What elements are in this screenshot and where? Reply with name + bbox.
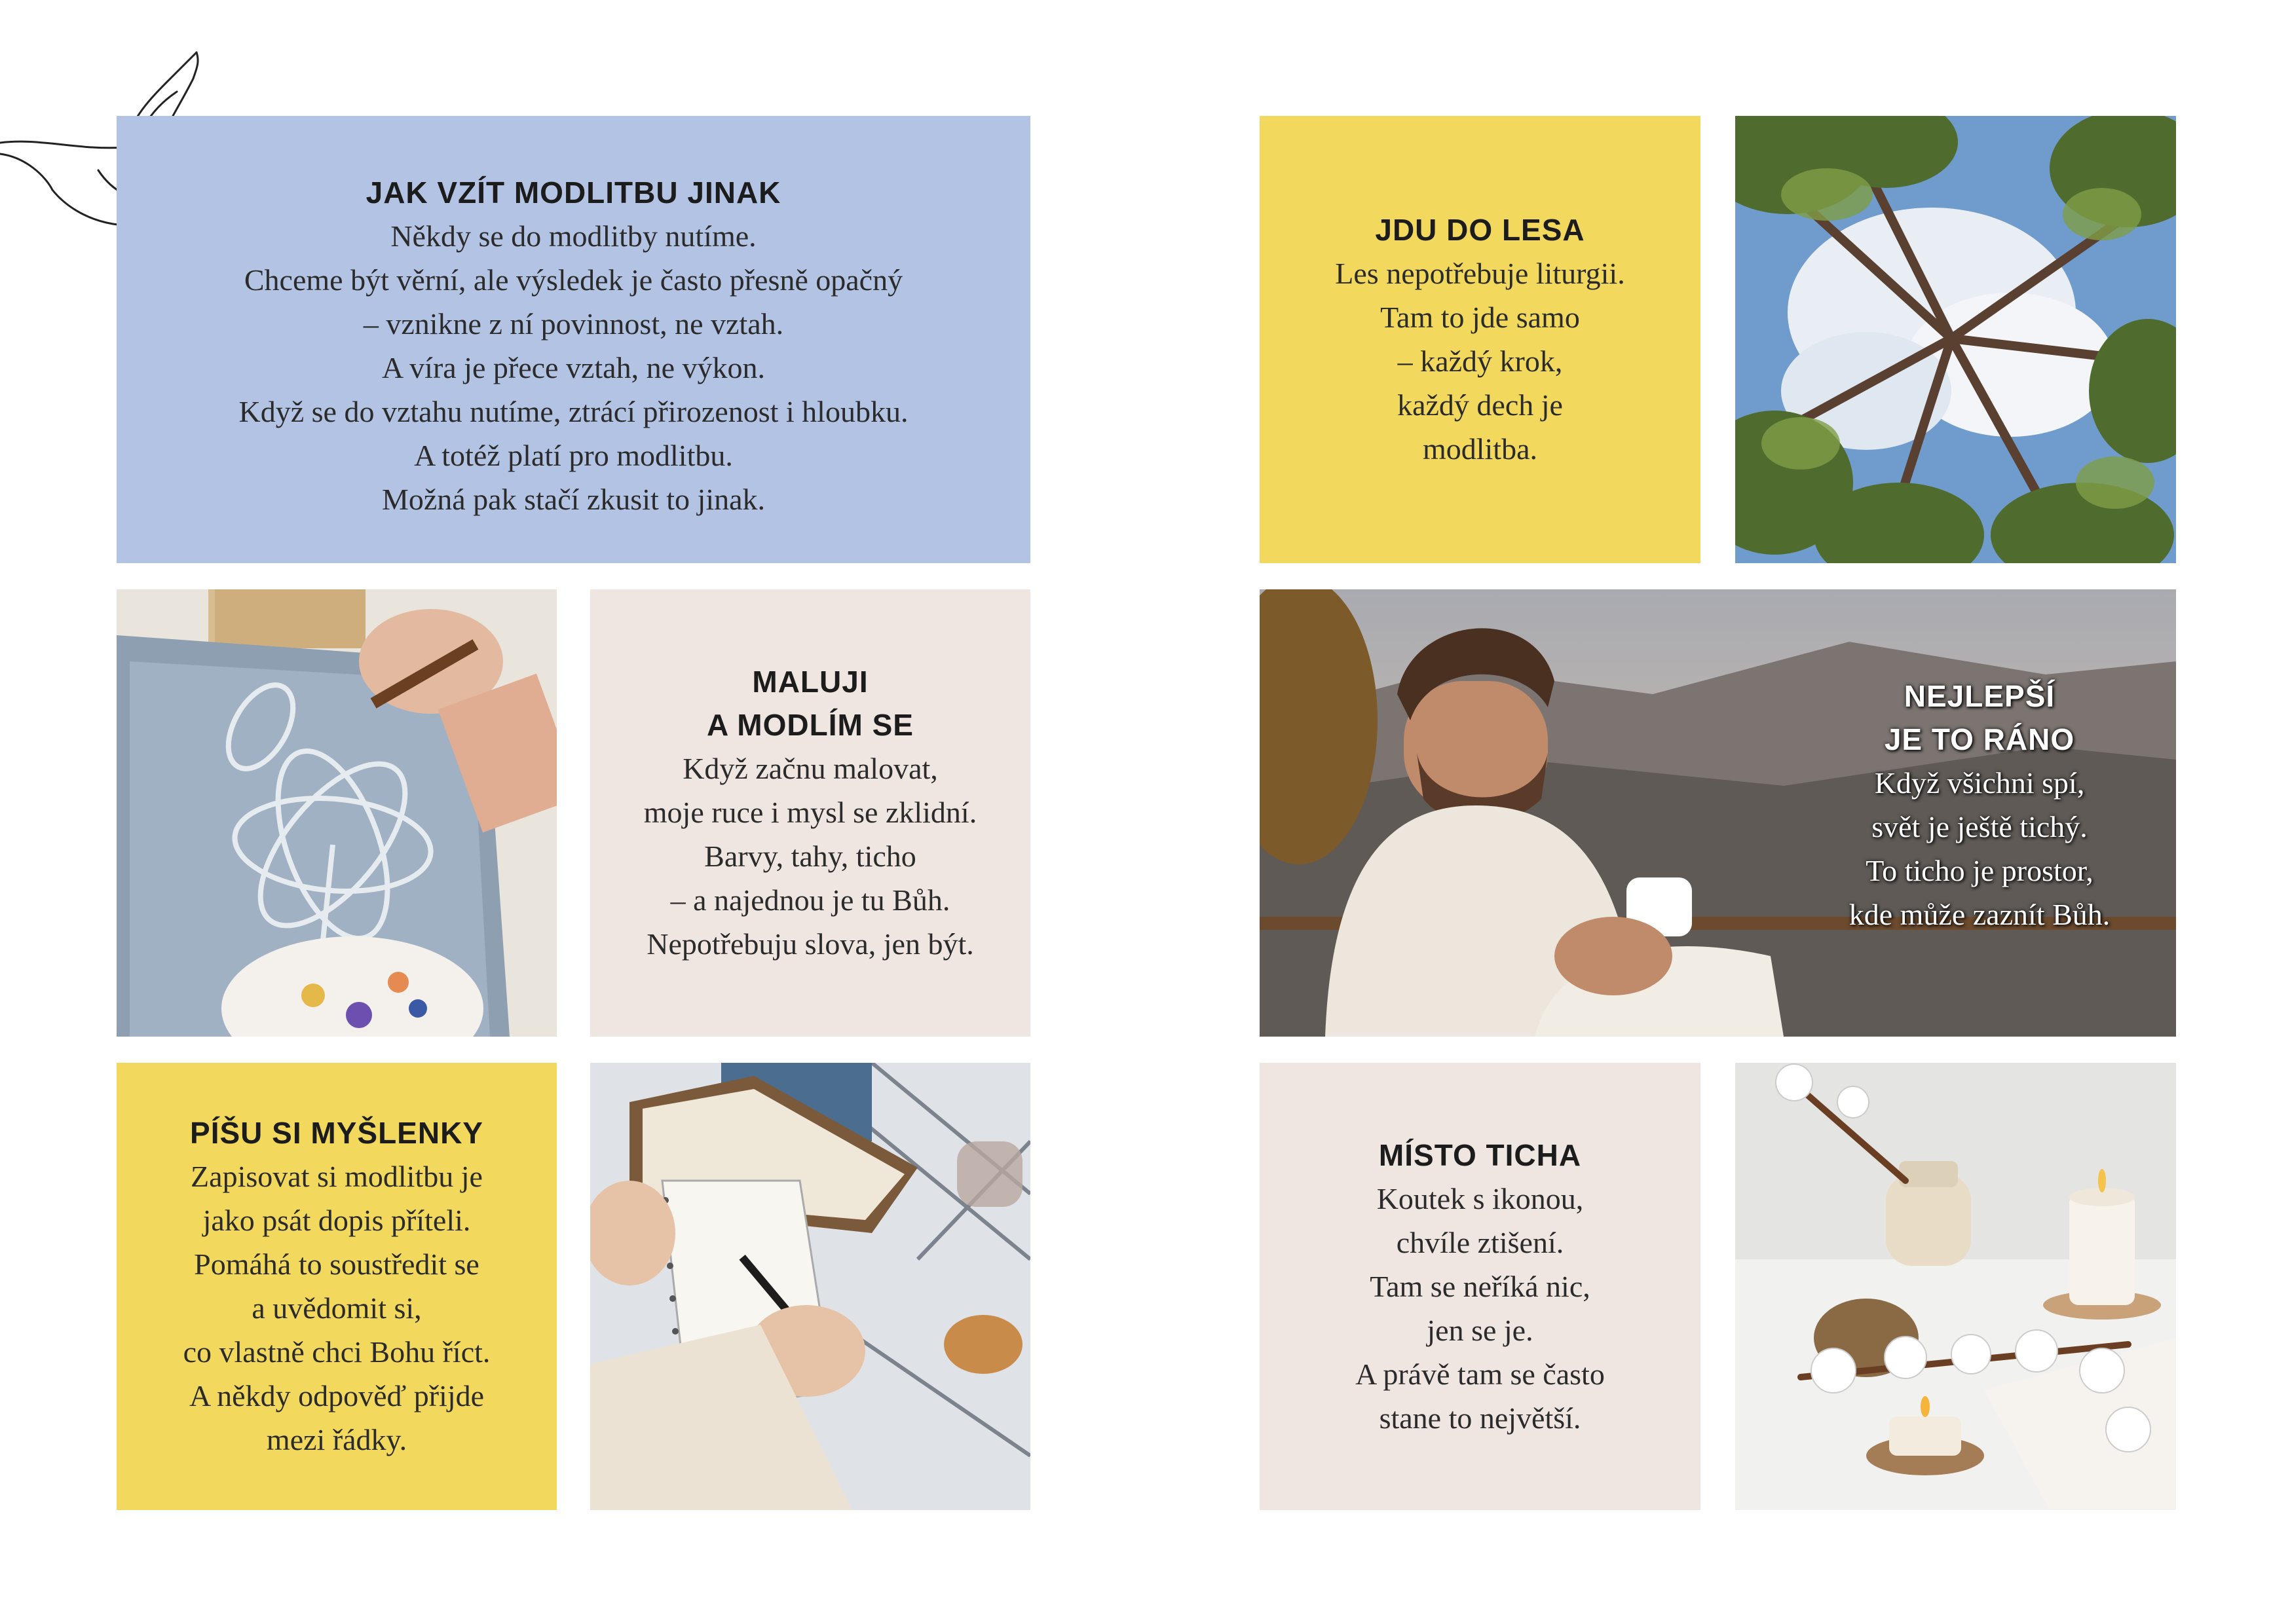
text-line: stane to největší. (1379, 1401, 1581, 1435)
silence-heading: MÍSTO TICHA (1378, 1137, 1582, 1172)
painting-text (644, 747, 977, 966)
text-line: jako psát dopis příteli. (202, 1204, 471, 1237)
candles-photo (1735, 1063, 2176, 1510)
text-line: modlitba. (1422, 432, 1538, 466)
text-line: Když se do vztahu nutíme, ztrácí přirozenost i hloubku. (238, 395, 909, 428)
forest-tile (1260, 116, 1700, 563)
text-line: Zapisovat si modlitbu je (191, 1160, 483, 1193)
text-line: mezi řádky. (266, 1423, 407, 1456)
silence-text (1355, 1177, 1605, 1440)
writing-text (183, 1154, 491, 1462)
tree-canopy-photo (1735, 116, 2176, 563)
forest-text (1335, 251, 1624, 471)
text-line: co vlastně chci Bohu říct. (183, 1335, 491, 1369)
painting-tile (590, 589, 1030, 1037)
morning-overlay (1809, 674, 2150, 936)
text-line: Nepotřebuju slova, jen být. (647, 927, 974, 961)
text-line: Když začnu malovat, (683, 752, 938, 785)
text-line: A právě tam se často (1355, 1357, 1605, 1391)
forest-heading: JDU DO LESA (1375, 213, 1585, 247)
text-line: A někdy odpověď přijde (189, 1379, 485, 1412)
notebook-photo (590, 1063, 1030, 1510)
morning-photo (1260, 589, 2176, 1037)
text-line: Tam se neříká nic, (1370, 1269, 1590, 1303)
text-line: A víra je přece vztah, ne výkon. (381, 351, 765, 384)
text-line: Pomáhá to soustředit se (194, 1247, 479, 1281)
text-line: Chceme být věrní, ale výsledek je často přesně opačný (244, 263, 903, 297)
text-line: svět je ještě tichý. (1871, 810, 2088, 843)
text-line: A totéž platí pro modlitbu. (414, 439, 733, 472)
text-line: Někdy se do modlitby nutíme. (390, 219, 757, 253)
morning-heading: NEJLEPŠÍ JE TO RÁNO (1884, 679, 2075, 756)
morning-text (1809, 761, 2150, 936)
writing-heading: PÍŠU SI MYŠLENKY (190, 1116, 483, 1150)
painting-photo (117, 589, 557, 1037)
text-line: Možná pak stačí zkusit to jinak. (381, 483, 766, 516)
text-line: Tam to jde samo (1380, 301, 1580, 334)
prayer-tile (117, 116, 1030, 563)
text-line: Koutek s ikonou, (1376, 1181, 1584, 1215)
painting-heading: MALUJI A MODLÍM SE (707, 665, 914, 742)
text-line: Když všichni spí, (1874, 766, 2085, 800)
prayer-text (239, 214, 909, 521)
text-line: To ticho je prostor, (1866, 854, 2093, 887)
text-line: a uvědomit si, (252, 1291, 422, 1325)
text-line: Barvy, tahy, ticho (704, 840, 916, 873)
text-line: Les nepotřebuje liturgii. (1335, 257, 1625, 290)
silence-tile (1260, 1063, 1700, 1510)
text-line: – vznikne z ní povinnost, ne vztah. (363, 307, 784, 341)
text-line: moje ruce i mysl se zklidní. (643, 796, 977, 829)
text-line: každý dech je (1397, 388, 1563, 422)
text-line: chvíle ztišení. (1396, 1225, 1564, 1259)
text-line: – a najednou je tu Bůh. (670, 883, 950, 917)
writing-tile (117, 1063, 557, 1510)
text-line: – každý krok, (1397, 344, 1563, 378)
text-line: jen se je. (1427, 1313, 1533, 1347)
text-line: kde může zaznít Bůh. (1849, 898, 2111, 931)
prayer-heading: JAK VZÍT MODLITBU JINAK (366, 175, 781, 210)
